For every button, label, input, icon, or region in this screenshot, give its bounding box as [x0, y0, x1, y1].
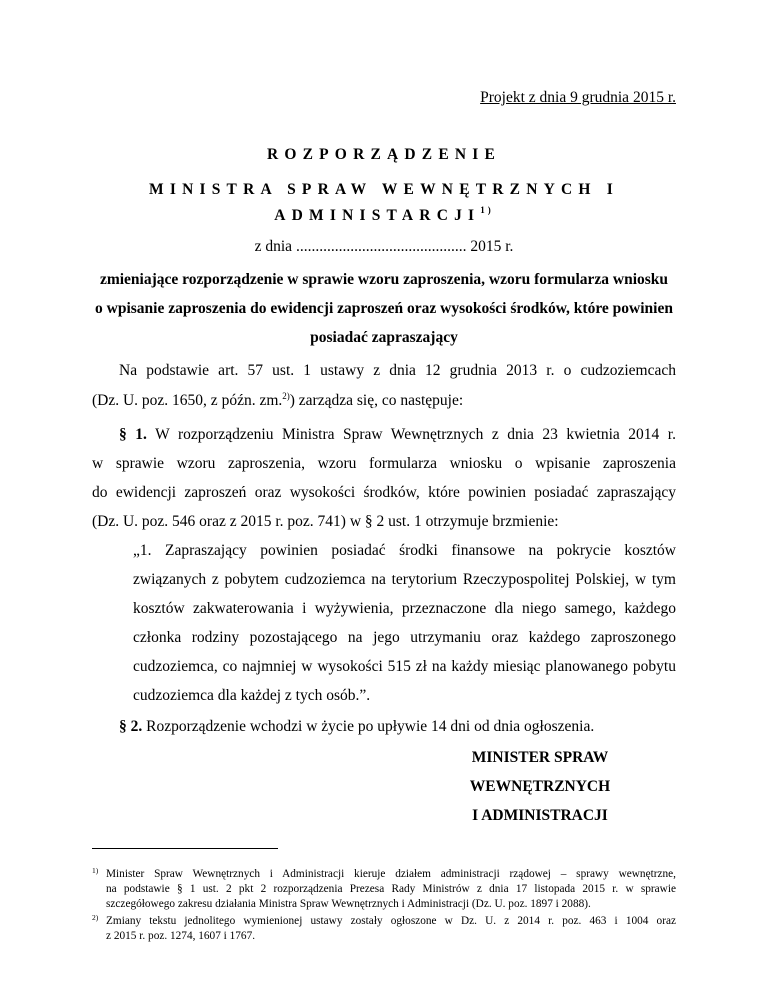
subject-line-2: o wpisanie zaproszenia do ewidencji zaproszeń oraz wysokości środków, które powinien: [95, 300, 673, 317]
section1-mark: § 1.: [119, 426, 147, 443]
section2-mark: § 2.: [119, 718, 143, 735]
signature-line-2: WEWNĘTRZNYCH: [469, 778, 611, 795]
date-line: z dnia ............................................ 2015 r.: [254, 238, 514, 255]
project-date: Projekt z dnia 9 grudnia 2015 r.: [480, 89, 676, 106]
quote-line: kosztów zakwaterowania i wyżywienia, przeznaczone dla niego samego, każdego: [133, 600, 676, 617]
issuer-title-text: ADMINISTARCJI: [274, 207, 481, 224]
section2-text: Rozporządzenie wchodzi w życie po upływie 14 dni od dnia ogłoszenia.: [146, 718, 595, 735]
issuer-title-line1: MINISTRA SPRAW WEWNĘTRZNYCH I: [149, 181, 619, 198]
quote-line: cudzoziemca dla każdej z tych osób.”.: [133, 687, 371, 704]
preamble-line-1: Na podstawie art. 57 ust. 1 ustawy z dnia 12 grudnia 2013 r. o cudzoziemcach: [119, 362, 676, 379]
signature-line-3: I ADMINISTRACJI: [472, 807, 608, 824]
footnote-line: na podstawie § 1 ust. 2 pkt 2 rozporządzenia Prezesa Rady Ministrów z dnia 17 listopada 2015 r. w sprawie: [106, 883, 676, 895]
footnote-separator: [92, 848, 278, 849]
quote-line: „1. Zapraszający powinien posiadać środki finansowe na pokrycie kosztów: [133, 542, 676, 559]
preamble-line-2: [92, 391, 676, 410]
quote-line: cudzoziemca, co najmniej w wysokości 515 zł na każdy miesiąc planowanego pobytu: [133, 658, 676, 675]
footnote-1-text: [106, 867, 676, 912]
quote-line: związanych z pobytem cudzoziemca na terytorium Rzeczypospolitej Polskiej, w tym: [133, 571, 676, 588]
footnote-2-number: 2): [92, 913, 99, 922]
subject-line-1: zmieniające rozporządzenie w sprawie wzoru zaproszenia, wzoru formularza wniosku: [99, 271, 669, 288]
quote-line: członka rodziny pozostającego na jego utrzymaniu oraz każdego zaproszonego: [133, 629, 676, 646]
section1-line-1: [119, 426, 676, 444]
section1-line-2: w sprawie wzoru zaproszenia, wzoru formularza wniosku o wpisanie zaproszenia: [92, 455, 676, 472]
section1-text-1: W rozporządzeniu Ministra Spraw Wewnętrznych z dnia 23 kwietnia 2014 r.: [155, 426, 676, 443]
footnote-2-text: [106, 914, 676, 944]
footnote-ref-1: 1): [480, 205, 494, 215]
footnote-line: Zmiany tekstu jednolitego wymienionej ustawy zostały ogłoszone w Dz. U. z 2014 r. poz. 463 i 1004 oraz: [106, 915, 676, 927]
footnote-line: Minister Spraw Wewnętrznych i Administracji kieruje działem administracji rządowej – sprawy wewnętrzne,: [106, 868, 676, 880]
preamble-text-a: (Dz. U. poz. 1650, z późn. zm.: [92, 392, 283, 409]
preamble-text-b: ) zarządza się, co następuje:: [289, 392, 464, 409]
footnote-1-number: 1): [92, 866, 99, 875]
section1-line-3: do ewidencji zaproszeń oraz wysokości środków, które powinien posiadać zapraszający: [92, 484, 676, 501]
footnote-line: z 2015 r. poz. 1274, 1607 i 1767.: [106, 930, 256, 942]
issuer-title-line2: [0, 205, 768, 225]
section2-line: [119, 718, 676, 736]
document-type-title: ROZPORZĄDZENIE: [266, 146, 502, 163]
subject-line-3: posiadać zapraszający: [310, 329, 458, 346]
section1-line-4: (Dz. U. poz. 546 oraz z 2015 r. poz. 741) w § 2 ust. 1 otrzymuje brzmienie:: [92, 513, 559, 530]
footnote-line: szczegółowego zakresu działania Ministra Spraw Wewnętrznych i Administracji (Dz. U. poz. 1897 i 2088).: [106, 898, 591, 910]
footnote-ref-2: 2): [282, 391, 290, 401]
signature-line-1: MINISTER SPRAW: [471, 749, 609, 766]
